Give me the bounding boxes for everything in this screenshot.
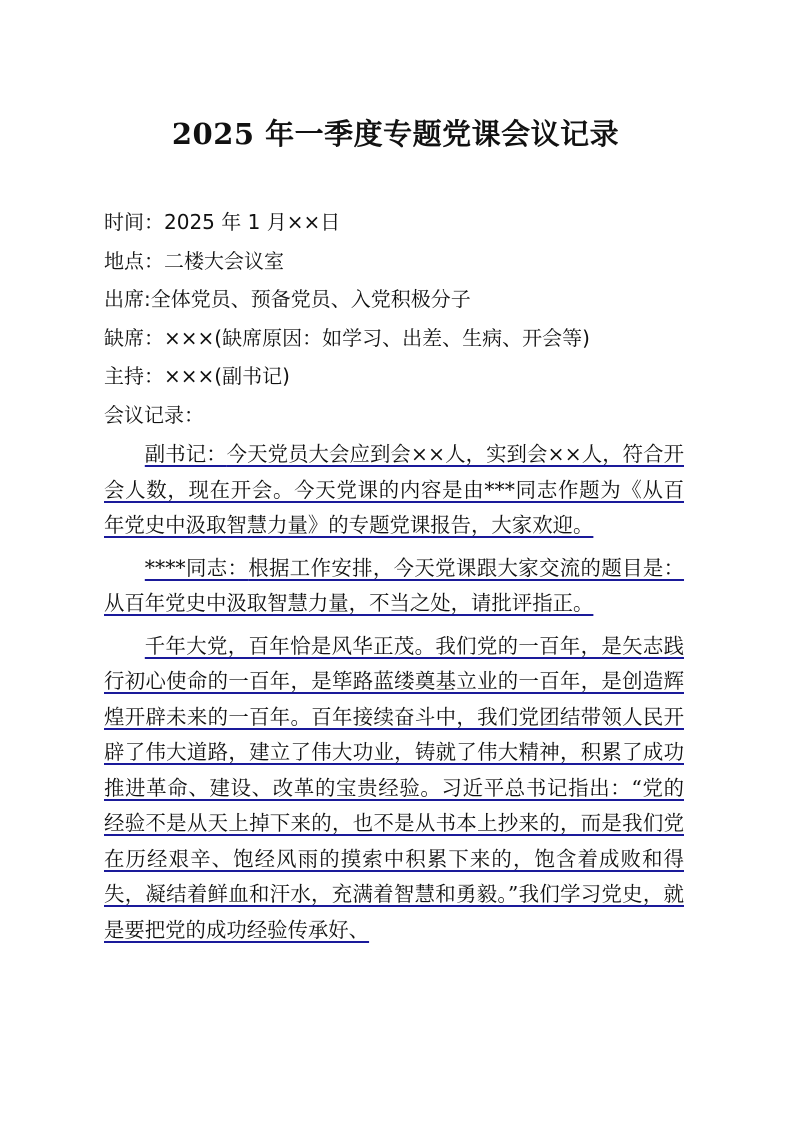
meeting-info xyxy=(104,203,704,434)
record-paragraph xyxy=(104,629,684,949)
meeting-time: 时间：2025 年 1 月××日 xyxy=(104,210,341,234)
meeting-record-body xyxy=(104,437,684,955)
meeting-attendees: 出席:全体党员、预备党员、入党积极分子 xyxy=(104,287,471,311)
meeting-record-label: 会议记录： xyxy=(104,402,204,427)
paragraph-text: 根据工作安排，今天党课跟大家交流的题目是：从百年党史中汲取智慧力量，不当之处，请批评指正。 xyxy=(104,555,685,615)
speaker-label: 副书记： xyxy=(144,442,227,466)
record-paragraph xyxy=(104,437,684,544)
speaker-label: ****同志： xyxy=(144,555,249,580)
meeting-absent: 缺席：×××(缺席原因：如学习、出差、生病、开会等) xyxy=(104,325,590,350)
paragraph-text: 今天党员大会应到会××人，实到会××人，符合开会人数，现在开会。今天党课的内容是由***同志作题为《从百年党史中汲取智慧力量》的专题党课报告，大家欢迎。 xyxy=(104,442,684,537)
meeting-place: 地点：二楼大会议室 xyxy=(104,248,284,273)
document-title: 2025 年一季度专题党课会议记录 xyxy=(171,117,620,151)
paragraph-text: 千年大党，百年恰是风华正茂。我们党的一百年，是矢志践行初心使命的一百年，是筚路蓝缕奠基立业的一百年，是创造辉煌开辟未来的一百年。百年接续奋斗中，我们党团结带领人民开辟了伟大道路，建立了伟大功业，铸就了伟大精神，积累了成功推进革命、建设、改革的宝贵经验。习近平总书记指出：“党的经验不是从天上掉下来的，也不是从书本上抄来的，而是我们党在历经艰辛、饱经风雨的摸索中积累下来的，饱含着成败和得失，凝结着鲜血和汗水，充满着智慧和勇毅。”我们学习党史，就是要把党的成功经验传承好、 xyxy=(104,633,684,942)
meeting-host: 主持：×××(副书记) xyxy=(104,364,290,388)
record-paragraph xyxy=(104,551,684,622)
